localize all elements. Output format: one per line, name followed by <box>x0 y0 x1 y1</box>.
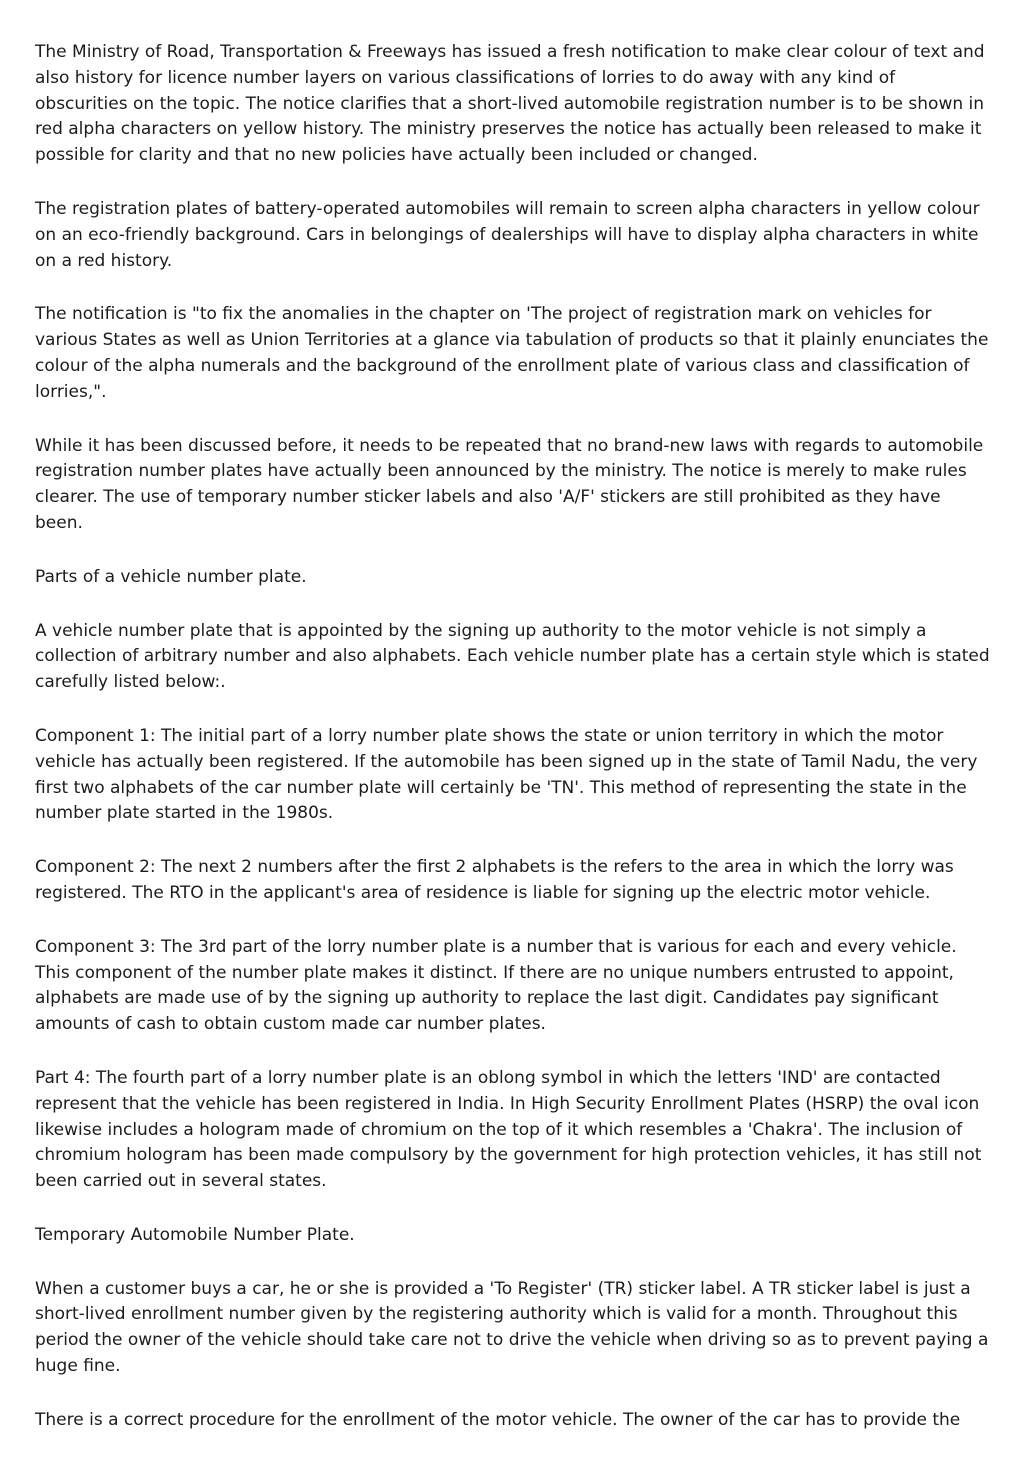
paragraph-temporary-heading: Temporary Automobile Number Plate. <box>35 1224 355 1245</box>
paragraph-battery-plates: The registration plates of battery-operated automobiles will remain to screen alpha characters in yellow colour on an eco-friendly background. Cars in belongings of dealerships will have to display alpha characters in white on a red history. <box>35 198 980 271</box>
paragraph-notification-intro: The Ministry of Road, Transportation & Freeways has issued a fresh notification to make clear colour of text and also history for licence number layers on various classifications of lorries to do away with any kind of obscurities on the topic. The notice clarifies that a short-lived automobile registration number is to be shown in red alpha characters on yellow history. The ministry preserves the notice has actually been released to make it possible for clarity and that no new policies have actually been included or changed. <box>35 42 985 166</box>
paragraph-no-new-laws: While it has been discussed before, it needs to be repeated that no brand-new laws with regards to automobile registration number plates have actually been announced by the ministry. The notice is merely to make rules clearer. The use of temporary number sticker labels and also 'A/F' stickers are still prohibited as they have been. <box>35 435 984 533</box>
paragraph-plate-style: A vehicle number plate that is appointed by the signing up authority to the motor vehicle is not simply a collection of arbitrary number and also alphabets. Each vehicle number plate has a certain style which is stated carefully listed below:. <box>35 620 990 693</box>
document-body <box>35 40 990 1462</box>
paragraph-tr-sticker: When a customer buys a car, he or she is provided a 'To Register' (TR) sticker label. A TR sticker label is just a short-lived enrollment number given by the registering authority which is valid for a month. Throughout this period the owner of the vehicle should take care not to drive the vehicle when driving so as to prevent paying a huge fine. <box>35 1278 989 1377</box>
paragraph-part-4: Part 4: The fourth part of a lorry number plate is an oblong symbol in which the letters 'IND' are contacted represent that the vehicle has been registered in India. In High Security Enrollment Plates (HSRP) the oval icon likewise includes a hologram made of chromium on the top of it which resembles a 'Chakra'. The inclusion of chromium hologram has been made compulsory by the government for high protection vehicles, it has still not been carried out in several states. <box>35 1067 982 1192</box>
paragraph-anomalies: The notification is "to fix the anomalies in the chapter on 'The project of registration mark on vehicles for various States as well as Union Territories at a glance via tabulation of products so that it plainly enunciates the colour of the alpha numerals and the background of the enrollment plate of various class and classification of lorries,". <box>35 304 989 402</box>
paragraph-parts-heading: Parts of a vehicle number plate. <box>35 566 307 587</box>
paragraph-component-1: Component 1: The initial part of a lorry number plate shows the state or union territory in which the motor vehicle has actually been registered. If the automobile has been signed up in the state of Tamil Nadu, the very first two alphabets of the car number plate will certainly be 'TN'. This method of representing the state in the number plate started in the 1980s. <box>35 725 978 824</box>
paragraph-enrollment-procedure: There is a correct procedure for the enrollment of the motor vehicle. The owner of the car has to provide the <box>35 1409 961 1430</box>
paragraph-component-3: Component 3: The 3rd part of the lorry number plate is a number that is various for each and every vehicle. This component of the number plate makes it distinct. If there are no unique numbers entrusted to appoint, alphabets are made use of by the signing up authority to replace the last digit. Candidates pay significant amounts of cash to obtain custom made car number plates. <box>35 936 957 1035</box>
paragraph-component-2: Component 2: The next 2 numbers after the first 2 alphabets is the refers to the area in which the lorry was registered. The RTO in the applicant's area of residence is liable for signing up the electric motor vehicle. <box>35 857 954 903</box>
